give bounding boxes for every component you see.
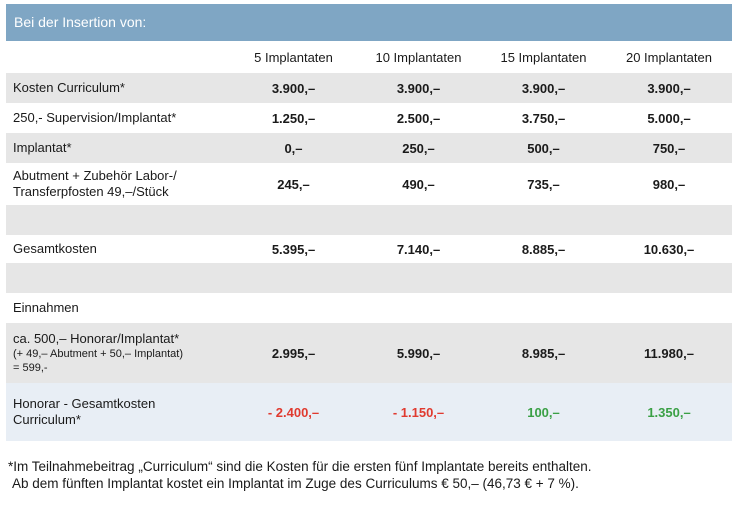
cell-value: 500,– [527,140,560,156]
row-label-sub: (+ 49,– Abutment + 50,– Implantat) [13,348,183,360]
cost-table [6,4,732,441]
cell-value: 10.630,– [643,241,695,257]
table-row [6,133,732,163]
cell-value: 3.900,– [521,80,566,96]
table-row [6,103,732,133]
column-header: 10 Implantaten [375,49,462,65]
row-label: 250,- Supervision/Implantat* [13,110,177,125]
cell-value-positive: 100,– [527,404,560,420]
cell-value: 7.140,– [396,241,441,257]
column-header-row [6,41,732,73]
cell-value: 3.900,– [647,80,691,96]
table-row [6,323,732,383]
row-label [6,168,231,200]
column-header: 15 Implantaten [500,49,587,65]
cell-value-negative: - 2.400,– [267,404,320,420]
cell-value: 5.000,– [647,110,691,126]
row-label-line: Honorar - Gesamtkosten [13,396,156,411]
row-label [6,331,231,375]
row-label [6,396,231,428]
cell-value: 3.750,– [521,110,566,126]
cell-value: 3.900,– [271,80,316,96]
row-label: Implantat* [13,140,72,155]
cell-value: 0,– [284,140,303,156]
cell-value: 5.395,– [271,241,316,257]
cell-value: 490,– [402,176,435,192]
footnote-line: *Im Teilnahmebeitrag „Curriculum“ sind die Kosten für die ersten fünf Implantate bereits enthalten. [8,459,592,474]
column-header: 5 Implantaten [254,49,333,65]
row-label: Kosten Curriculum* [13,80,125,95]
cell-value: 750,– [652,140,686,156]
footnote [8,458,728,492]
row-label-line: Abutment + Zubehör Labor-/ [13,168,177,183]
spacer-row [6,205,732,235]
table-row [6,163,732,205]
cell-value: 3.900,– [396,80,441,96]
table-header [6,4,732,41]
table-title: Bei der Insertion von: [14,14,147,30]
row-label: Gesamtkosten [13,241,97,256]
cell-value: 8.985,– [521,345,566,361]
row-label-line: Curriculum* [13,412,81,427]
cell-value: 250,– [402,140,435,156]
table-row [6,235,732,263]
cell-value: 735,– [527,176,560,192]
cell-value: 1.250,– [271,110,316,126]
cell-value: 2.500,– [396,110,441,126]
table-row [6,383,732,441]
cell-value: 980,– [652,176,686,192]
row-label: Einnahmen [13,300,79,315]
cell-value: 245,– [277,176,310,192]
cell-value: 8.885,– [521,241,566,257]
table-row [6,73,732,103]
cell-value-positive: 1.350,– [647,404,691,420]
cell-value: 11.980,– [644,345,694,361]
column-header: 20 Implantaten [625,49,712,65]
spacer-row [6,263,732,293]
cell-value: 5.990,– [396,345,441,361]
row-label-line: ca. 500,– Honorar/Implantat* [13,331,180,346]
table-row [6,293,732,323]
row-label-sub: = 599,- [13,362,48,374]
footnote-line: Ab dem fünften Implantat kostet ein Implantat im Zuge des Curriculums € 50,– (46,73 € + 7 %). [12,476,579,491]
cell-value-negative: - 1.150,– [392,404,445,420]
row-label-line: Transferpfosten 49,–/Stück [13,184,169,199]
cell-value: 2.995,– [271,345,316,361]
